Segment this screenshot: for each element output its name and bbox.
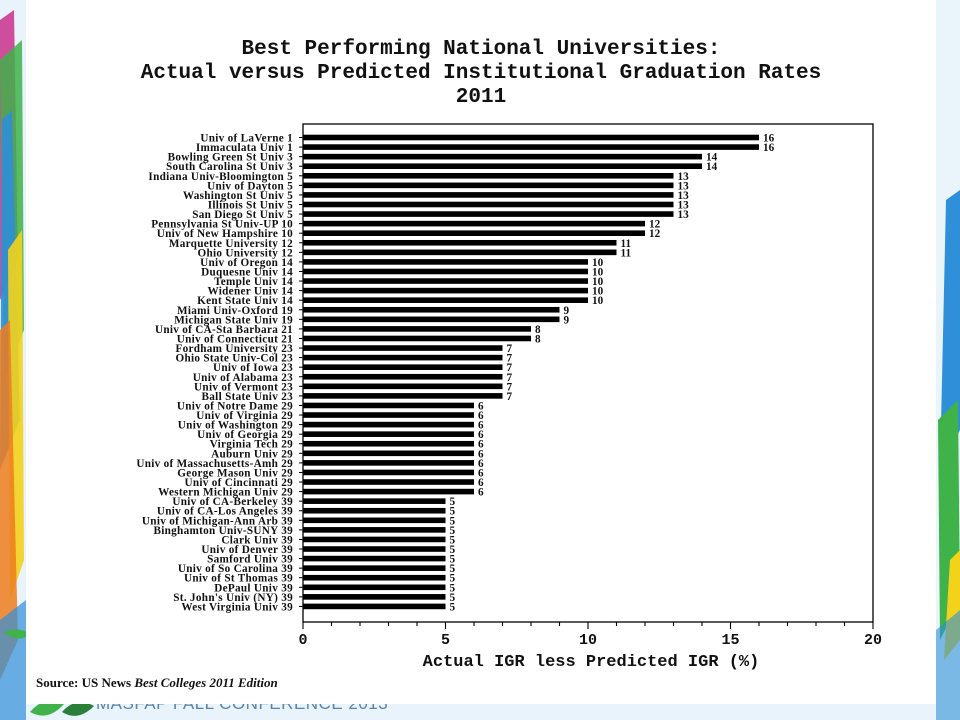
bar bbox=[303, 355, 503, 361]
category-label: Univ of Alabama 23 bbox=[192, 371, 293, 384]
data-label: 6 bbox=[478, 457, 484, 470]
category-label: West Virginia Univ 39 bbox=[181, 601, 293, 614]
bar bbox=[303, 307, 560, 313]
bar bbox=[303, 163, 702, 169]
bar bbox=[303, 297, 588, 303]
category-label: Illinois St Univ 5 bbox=[207, 199, 293, 212]
bar bbox=[303, 326, 531, 332]
x-tick-label: 5 bbox=[440, 632, 451, 649]
data-label: 5 bbox=[449, 553, 456, 566]
category-label: Univ of Virginia 29 bbox=[196, 410, 293, 423]
category-label: Michigan State Univ 19 bbox=[174, 314, 293, 327]
chart-title-line-2: Actual versus Predicted Institutional Graduation Rates bbox=[140, 62, 822, 85]
data-label: 5 bbox=[449, 601, 456, 614]
bar bbox=[303, 393, 503, 399]
category-label: Temple Univ 14 bbox=[214, 276, 293, 289]
category-label: Virginia Tech 29 bbox=[209, 438, 293, 451]
bar bbox=[303, 537, 446, 543]
chart-title-line-3: 2011 bbox=[455, 86, 507, 109]
bar bbox=[303, 345, 503, 351]
bar bbox=[303, 479, 474, 485]
source-edition: Best Colleges 2011 Edition bbox=[134, 675, 278, 690]
category-label: Kent State Univ 14 bbox=[197, 295, 293, 308]
category-label: Ball State Univ 23 bbox=[201, 390, 293, 403]
data-label: 13 bbox=[677, 170, 689, 183]
bar bbox=[303, 250, 617, 256]
data-label: 6 bbox=[478, 477, 484, 490]
bar bbox=[303, 556, 446, 562]
bar bbox=[303, 364, 503, 370]
category-label: Western Michigan Univ 29 bbox=[158, 486, 293, 499]
data-label: 5 bbox=[449, 591, 456, 604]
data-label: 5 bbox=[449, 515, 456, 528]
data-label: 5 bbox=[449, 534, 456, 547]
category-label: Univ of Vermont 23 bbox=[194, 381, 293, 394]
x-axis-label: Actual IGR less Predicted IGR (%) bbox=[422, 653, 760, 672]
bar bbox=[303, 317, 560, 323]
category-label: Univ of Michigan-Ann Arb 39 bbox=[141, 515, 293, 528]
bar bbox=[303, 489, 474, 495]
bar bbox=[303, 192, 674, 198]
x-tick-label: 20 bbox=[863, 632, 883, 649]
bar bbox=[303, 451, 474, 457]
bar bbox=[303, 135, 759, 141]
bar bbox=[303, 565, 446, 571]
data-label: 7 bbox=[506, 371, 513, 384]
data-label: 10 bbox=[592, 276, 604, 289]
data-label: 5 bbox=[449, 496, 456, 509]
data-label: 6 bbox=[478, 400, 484, 413]
bar bbox=[303, 269, 588, 275]
bar bbox=[303, 154, 702, 160]
category-label: Indiana Univ-Bloomington 5 bbox=[148, 170, 293, 183]
bar bbox=[303, 221, 645, 227]
data-label: 7 bbox=[506, 343, 513, 356]
bar bbox=[303, 183, 674, 189]
x-tick-label: 0 bbox=[298, 632, 308, 649]
bar bbox=[303, 431, 474, 437]
bar bbox=[303, 278, 588, 284]
bar bbox=[303, 470, 474, 476]
category-label: Univ of Washington 29 bbox=[177, 419, 293, 432]
bar bbox=[303, 498, 446, 504]
bar bbox=[303, 288, 588, 294]
bar bbox=[303, 441, 474, 447]
data-label: 13 bbox=[677, 189, 689, 202]
bar bbox=[303, 144, 759, 150]
right-decoration bbox=[936, 0, 960, 720]
data-label: 13 bbox=[677, 209, 689, 222]
data-label: 14 bbox=[706, 151, 718, 164]
data-label: 6 bbox=[478, 467, 484, 480]
x-tick-label: 10 bbox=[578, 632, 598, 649]
category-label: Immaculata Univ 1 bbox=[195, 142, 293, 155]
category-label: Bowling Green St Univ 3 bbox=[167, 151, 293, 164]
bar bbox=[303, 412, 474, 418]
data-label: 6 bbox=[478, 429, 484, 442]
data-label: 5 bbox=[449, 572, 456, 585]
data-label: 8 bbox=[535, 323, 541, 336]
chart-title-line-1: Best Performing National Universities: bbox=[241, 38, 721, 61]
source-prefix: Source: US News bbox=[36, 675, 132, 690]
category-label: Univ of So Carolina 39 bbox=[177, 563, 293, 576]
bar bbox=[303, 518, 446, 524]
bar bbox=[303, 422, 474, 428]
category-label: DePaul Univ 39 bbox=[214, 582, 293, 595]
data-label: 12 bbox=[649, 218, 661, 231]
category-label: Univ of Denver 39 bbox=[201, 544, 293, 557]
category-label: George Mason Univ 29 bbox=[177, 467, 293, 480]
data-label: 11 bbox=[620, 237, 632, 250]
category-label: Univ of Connecticut 21 bbox=[176, 333, 293, 346]
category-label: Washington St Univ 5 bbox=[182, 189, 293, 202]
category-label: Ohio State Univ-Col 23 bbox=[175, 352, 293, 365]
category-label: Widener Univ 14 bbox=[207, 285, 293, 298]
category-label: Univ of Massachusetts-Amh 29 bbox=[136, 457, 293, 470]
category-label: Univ of New Hampshire 10 bbox=[156, 228, 293, 241]
x-tick-label: 15 bbox=[721, 632, 740, 649]
bar bbox=[303, 374, 503, 380]
data-label: 16 bbox=[763, 142, 775, 155]
data-label: 7 bbox=[506, 352, 513, 365]
data-label: 6 bbox=[478, 410, 484, 423]
data-label: 6 bbox=[478, 486, 484, 499]
category-label: Univ of CA-Berkeley 39 bbox=[172, 496, 293, 509]
category-label: Marquette University 12 bbox=[168, 237, 293, 250]
category-label: Univ of CA-Los Angeles 39 bbox=[156, 505, 293, 518]
bar bbox=[303, 403, 474, 409]
category-label: Auburn Univ 29 bbox=[211, 448, 293, 461]
data-label: 11 bbox=[620, 247, 632, 260]
bar bbox=[303, 336, 531, 342]
bar bbox=[303, 527, 446, 533]
data-label: 7 bbox=[506, 390, 513, 403]
data-label: 13 bbox=[677, 199, 689, 212]
category-label: Fordham University 23 bbox=[175, 343, 293, 356]
category-label: South Carolina St Univ 3 bbox=[166, 161, 293, 174]
data-label: 12 bbox=[649, 228, 661, 241]
data-label: 10 bbox=[592, 266, 604, 279]
data-label: 5 bbox=[449, 505, 456, 518]
category-label: Univ of St Thomas 39 bbox=[184, 572, 293, 585]
data-label: 10 bbox=[592, 285, 604, 298]
data-label: 6 bbox=[478, 438, 484, 451]
bar bbox=[303, 384, 503, 390]
data-label: 5 bbox=[449, 582, 456, 595]
data-label: 10 bbox=[592, 256, 604, 269]
data-label: 5 bbox=[449, 524, 456, 537]
data-label: 7 bbox=[506, 362, 513, 375]
bar bbox=[303, 575, 446, 581]
category-label: Clark Univ 39 bbox=[221, 534, 293, 547]
bar bbox=[303, 173, 674, 179]
data-label: 13 bbox=[677, 180, 689, 193]
bar bbox=[303, 604, 446, 610]
data-label: 10 bbox=[592, 295, 604, 308]
category-label: Univ of Cincinnati 29 bbox=[184, 477, 293, 490]
category-label: Univ of Iowa 23 bbox=[212, 362, 293, 375]
bar bbox=[303, 240, 617, 246]
bar bbox=[303, 594, 446, 600]
data-label: 6 bbox=[478, 448, 484, 461]
category-label: Univ of Georgia 29 bbox=[197, 429, 293, 442]
data-label: 9 bbox=[563, 304, 570, 317]
bar bbox=[303, 584, 446, 590]
bar bbox=[303, 211, 674, 217]
category-label: Duquesne Univ 14 bbox=[201, 266, 293, 279]
category-label: San Diego St Univ 5 bbox=[192, 209, 293, 222]
category-label: Univ of Oregon 14 bbox=[200, 256, 293, 269]
data-label: 8 bbox=[535, 333, 541, 346]
bar bbox=[303, 546, 446, 552]
category-label: Binghamton Univ-SUNY 39 bbox=[153, 524, 293, 537]
category-label: Univ of CA-Sta Barbara 21 bbox=[154, 323, 293, 336]
data-label: 6 bbox=[478, 419, 484, 432]
category-label: Univ of Dayton 5 bbox=[207, 180, 293, 193]
bar-chart bbox=[26, 24, 936, 704]
category-label: Univ of LaVerne 1 bbox=[200, 132, 293, 145]
data-label: 5 bbox=[449, 563, 456, 576]
category-label: Ohio University 12 bbox=[197, 247, 293, 260]
category-label: Samford Univ 39 bbox=[207, 553, 293, 566]
bar bbox=[303, 508, 446, 514]
bar bbox=[303, 202, 674, 208]
category-label: Miami Univ-Oxford 19 bbox=[176, 304, 293, 317]
chart-figure bbox=[26, 24, 936, 704]
category-label: St. John's Univ (NY) 39 bbox=[173, 591, 293, 604]
data-label: 5 bbox=[449, 544, 456, 557]
left-decoration bbox=[0, 0, 26, 720]
category-label: Univ of Notre Dame 29 bbox=[176, 400, 293, 413]
data-label: 16 bbox=[763, 132, 775, 145]
bar bbox=[303, 259, 588, 265]
bar bbox=[303, 230, 645, 236]
data-label: 7 bbox=[506, 381, 513, 394]
category-label: Pennsylvania St Univ-UP 10 bbox=[151, 218, 293, 231]
data-label: 9 bbox=[563, 314, 570, 327]
data-label: 14 bbox=[706, 161, 718, 174]
bar bbox=[303, 460, 474, 466]
source-note bbox=[36, 675, 278, 691]
